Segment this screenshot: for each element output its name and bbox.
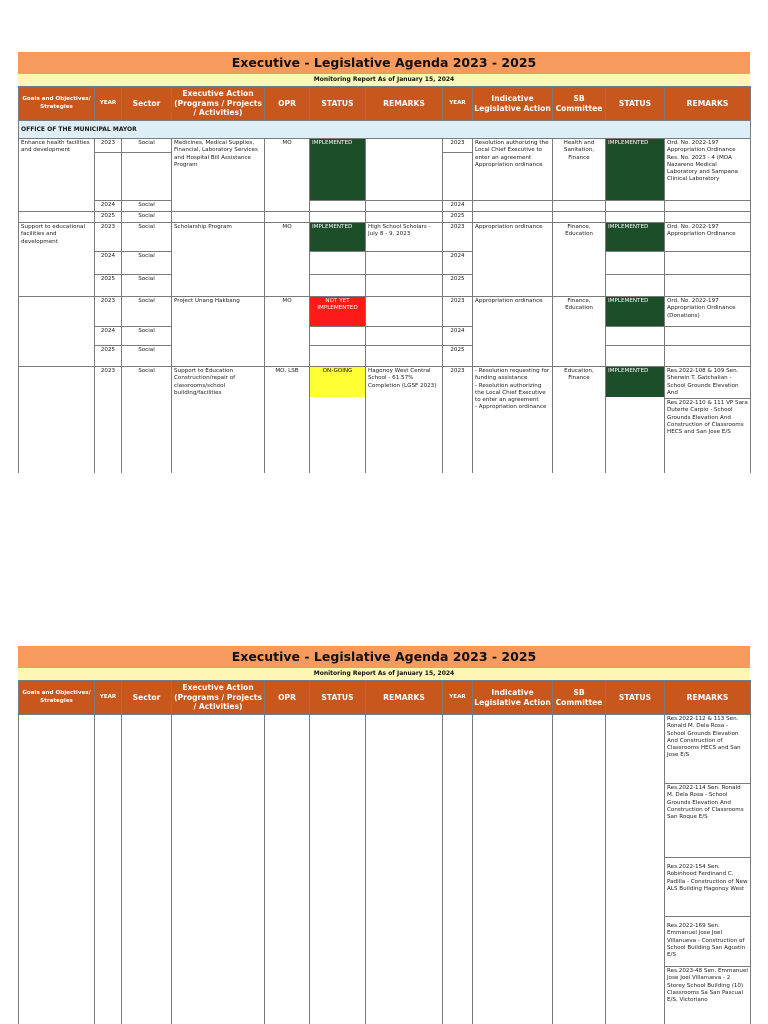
col-status-2: STATUS (606, 681, 665, 715)
year-cell: 2023 (443, 223, 473, 252)
col-remarks: REMARKS (366, 681, 443, 715)
status-cell (310, 201, 366, 212)
remarks-cell: Ord. No. 2022-197 Appropriation Ordinance Res. No. 2023 - 4 (MOA Nazareno Medical Laboratory and Sampana Clinical Laboratory (665, 139, 751, 201)
table-row (19, 139, 751, 153)
sector-cell (122, 153, 172, 201)
header-row (19, 87, 751, 121)
col-remarks-2: REMARKS (665, 87, 751, 121)
remarks-entry: Res.2022-114 Sen. Ronald M. Dela Rosa - School Grounds Elevation And Construction of Classrooms San Roque E/S (665, 784, 750, 858)
remarks-cell (366, 252, 443, 275)
col-sector: Sector (122, 681, 172, 715)
remarks-cell (665, 275, 751, 297)
sb-cell: Education, Finance (553, 367, 606, 473)
opr-cell (265, 715, 310, 1024)
goal-cell (19, 715, 95, 1024)
year-cell: 2024 (95, 252, 122, 275)
status-cell (310, 346, 366, 367)
year-cell: 2023 (443, 297, 473, 327)
report-title: Executive - Legislative Agenda 2023 - 2025 (18, 52, 750, 74)
col-goals: Goals and Objectives/ Strategies (19, 681, 95, 715)
status-cell (606, 715, 665, 1024)
leg-action-cell (473, 715, 553, 1024)
sector-cell: Social (122, 346, 172, 367)
remarks-entry: Res.2022-154 Sen. Robinhood Ferdinand C. Padilla - Construction of New ALS Building Hagonoy West (665, 858, 750, 917)
goal-cell: Support to educational facilities and development (19, 223, 95, 297)
opr-cell: MO (265, 223, 310, 297)
report-page-1 (18, 52, 750, 473)
status-badge: IMPLEMENTED (606, 297, 665, 327)
goal-cell (19, 367, 95, 473)
col-remarks-2: REMARKS (665, 681, 751, 715)
year-cell: 2025 (443, 212, 473, 223)
leg-action-cell (473, 201, 553, 212)
action-cell: Support to Education Construction/repair of classrooms/school building/facilities (172, 367, 265, 473)
status-badge: NOT YET IMPLEMENTED (310, 297, 366, 327)
status-badge: IMPLEMENTED (310, 223, 366, 252)
status-cell (606, 275, 665, 297)
remarks-cell (366, 346, 443, 367)
opr-cell: MO (265, 139, 310, 212)
agenda-table (18, 680, 751, 1024)
table-row (19, 252, 751, 275)
status-cell (310, 715, 366, 1024)
year-cell: 2025 (95, 212, 122, 223)
col-sb: SB Committee (553, 87, 606, 121)
year-cell: 2024 (95, 327, 122, 346)
col-year-2: YEAR (443, 87, 473, 121)
col-opr: OPR (265, 681, 310, 715)
remarks-cell (665, 252, 751, 275)
table-row (19, 346, 751, 367)
leg-action-cell: Appropriation ordinance (473, 297, 553, 367)
year-cell (95, 715, 122, 1024)
year-cell: 2023 (95, 139, 122, 153)
action-cell (172, 715, 265, 1024)
year-cell: 2025 (95, 346, 122, 367)
sb-cell: Finance, Education (553, 223, 606, 297)
table-row (19, 223, 751, 252)
status-cell (606, 252, 665, 275)
remarks-entry: Res.2022-110 & 111 VP Sara Duterte Carpio - School Grounds Elevation And Construction of Classrooms HECS and San Jose E/S (667, 400, 748, 436)
year-cell (443, 715, 473, 1024)
status-cell (310, 367, 366, 473)
sector-cell: Social (122, 367, 172, 473)
agenda-table (18, 86, 751, 473)
report-subtitle: Monitoring Report As of January 15, 2024 (18, 668, 750, 680)
table-row (19, 327, 751, 346)
status-cell (310, 275, 366, 297)
report-title: Executive - Legislative Agenda 2023 - 2025 (18, 646, 750, 668)
remarks-cell (665, 201, 751, 212)
year-cell: 2024 (443, 327, 473, 346)
col-remarks: REMARKS (366, 87, 443, 121)
col-sector: Sector (122, 87, 172, 121)
goal-cell (19, 297, 95, 367)
status-badge: ON-GOING (310, 367, 365, 397)
col-opr: OPR (265, 87, 310, 121)
remarks-cell (366, 275, 443, 297)
sb-cell (553, 212, 606, 223)
table-row (19, 212, 751, 223)
sector-cell: Social (122, 139, 172, 153)
remarks-cell (366, 327, 443, 346)
col-year: YEAR (95, 681, 122, 715)
status-badge: IMPLEMENTED (606, 139, 665, 201)
remarks-cell (366, 212, 443, 223)
col-sb: SB Committee (553, 681, 606, 715)
col-leg-action: Indicative Legislative Action (473, 681, 553, 715)
opr-cell: MO, LSB (265, 367, 310, 473)
sector-cell (122, 715, 172, 1024)
remarks-cell: Hagonoy West Central School - 61.57% Completion (LGSF 2023) (366, 367, 443, 473)
sb-cell: Health and Sanitation, Finance (553, 139, 606, 201)
remarks-entry: Res.2023-48 Sen. Emmanuel Jose Joel Villanueva - 2 Storey School Building (10) Classrooms Sa San Pascual E/S, Victoriano (667, 968, 748, 1004)
remarks-cell (665, 327, 751, 346)
sector-cell: Social (122, 223, 172, 252)
remarks-cell: Ord. No. 2022-197 Appropriation Ordinance (665, 223, 751, 252)
col-goals: Goals and Objectives/ Strategies (19, 87, 95, 121)
year-cell (443, 153, 473, 201)
goal-cell (19, 212, 95, 223)
table-row (19, 715, 751, 1024)
year-cell: 2024 (443, 252, 473, 275)
remarks-cell (665, 367, 751, 473)
remarks-cell: High School Scholars - July 8 - 9, 2023 (366, 223, 443, 252)
leg-action-cell: - Resolution requesting for funding assistance - Resolution authorizing the Local Chief Executive to enter an agreement - Appropriation ordinance (473, 367, 553, 473)
col-exec-action: Executive Action (Programs / Projects / Activities) (172, 87, 265, 121)
sb-cell (553, 715, 606, 1024)
col-year-2: YEAR (443, 681, 473, 715)
col-status: STATUS (310, 681, 366, 715)
sector-cell: Social (122, 252, 172, 275)
action-cell: Project Unang Hakbang (172, 297, 265, 367)
table-row (19, 367, 751, 473)
remarks-cell (366, 297, 443, 327)
sector-cell: Social (122, 212, 172, 223)
action-cell (172, 212, 265, 223)
year-cell: 2023 (443, 139, 473, 153)
header-row (19, 681, 751, 715)
col-year: YEAR (95, 87, 122, 121)
sector-cell: Social (122, 201, 172, 212)
remarks-cell (366, 139, 443, 201)
status-badge: IMPLEMENTED (606, 223, 665, 252)
year-cell: 2025 (443, 275, 473, 297)
remarks-entry: Res.2022-108 & 109 Sen. Sherwin T. Gatchalian - School Grounds Elevation And (665, 367, 750, 399)
table-row (19, 201, 751, 212)
sb-cell: Finance, Education (553, 297, 606, 367)
remarks-cell (665, 212, 751, 223)
opr-cell: MO (265, 297, 310, 367)
table-row (19, 275, 751, 297)
opr-cell (265, 212, 310, 223)
status-cell (310, 252, 366, 275)
year-cell: 2023 (95, 367, 122, 473)
year-cell: 2023 (95, 297, 122, 327)
remarks-entry: Res.2022-112 & 113 Sen. Ronald M. Dela Rosa - School Grounds Elevation And Construction of Classrooms HECS and San Jose E/S (665, 715, 750, 784)
section-title: OFFICE OF THE MUNICIPAL MAYOR (19, 121, 751, 139)
col-exec-action: Executive Action (Programs / Projects / Activities) (172, 681, 265, 715)
leg-action-cell: Resolution authorizing the Local Chief Executive to enter an agreement Appropriation ordinance (473, 139, 553, 201)
year-cell: 2024 (443, 201, 473, 212)
year-cell: 2023 (443, 367, 473, 473)
remarks-cell: Ord. No. 2022-197 Appropriation Ordinance (Donations) (665, 297, 751, 327)
report-subtitle: Monitoring Report As of January 15, 2024 (18, 74, 750, 86)
year-cell: 2025 (95, 275, 122, 297)
goal-cell: Enhance health facilities and development (19, 139, 95, 212)
leg-action-cell (473, 212, 553, 223)
status-cell (310, 327, 366, 346)
col-leg-action: Indicative Legislative Action (473, 87, 553, 121)
year-cell: 2023 (95, 223, 122, 252)
col-status-2: STATUS (606, 87, 665, 121)
status-cell (606, 346, 665, 367)
status-badge: IMPLEMENTED (606, 367, 664, 397)
report-page-2 (18, 646, 750, 1024)
sb-cell (553, 201, 606, 212)
status-cell (606, 212, 665, 223)
remarks-cell (665, 715, 751, 1024)
status-badge: IMPLEMENTED (310, 139, 366, 201)
year-cell: 2025 (443, 346, 473, 367)
remarks-entry: Res.2022-169 Sen. Emmanuel Jose Joel Villanueva - Construction of School Building San Agustin E/S (665, 917, 750, 967)
sector-cell: Social (122, 297, 172, 327)
remarks-cell (366, 201, 443, 212)
status-cell (606, 327, 665, 346)
status-cell (606, 201, 665, 212)
year-cell: 2024 (95, 201, 122, 212)
sector-cell: Social (122, 275, 172, 297)
action-cell: Scholarship Program (172, 223, 265, 297)
section-row (19, 121, 751, 139)
leg-action-cell: Appropriation ordinance (473, 223, 553, 297)
remarks-cell (665, 346, 751, 367)
remarks-cell (366, 715, 443, 1024)
year-cell (95, 153, 122, 201)
table-row (19, 297, 751, 327)
status-cell (310, 212, 366, 223)
action-cell: Medicines, Medical Supplies, Financial, Laboratory Services and Hospital Bill Assistance Program (172, 139, 265, 212)
sector-cell: Social (122, 327, 172, 346)
col-status: STATUS (310, 87, 366, 121)
status-cell (606, 367, 665, 473)
